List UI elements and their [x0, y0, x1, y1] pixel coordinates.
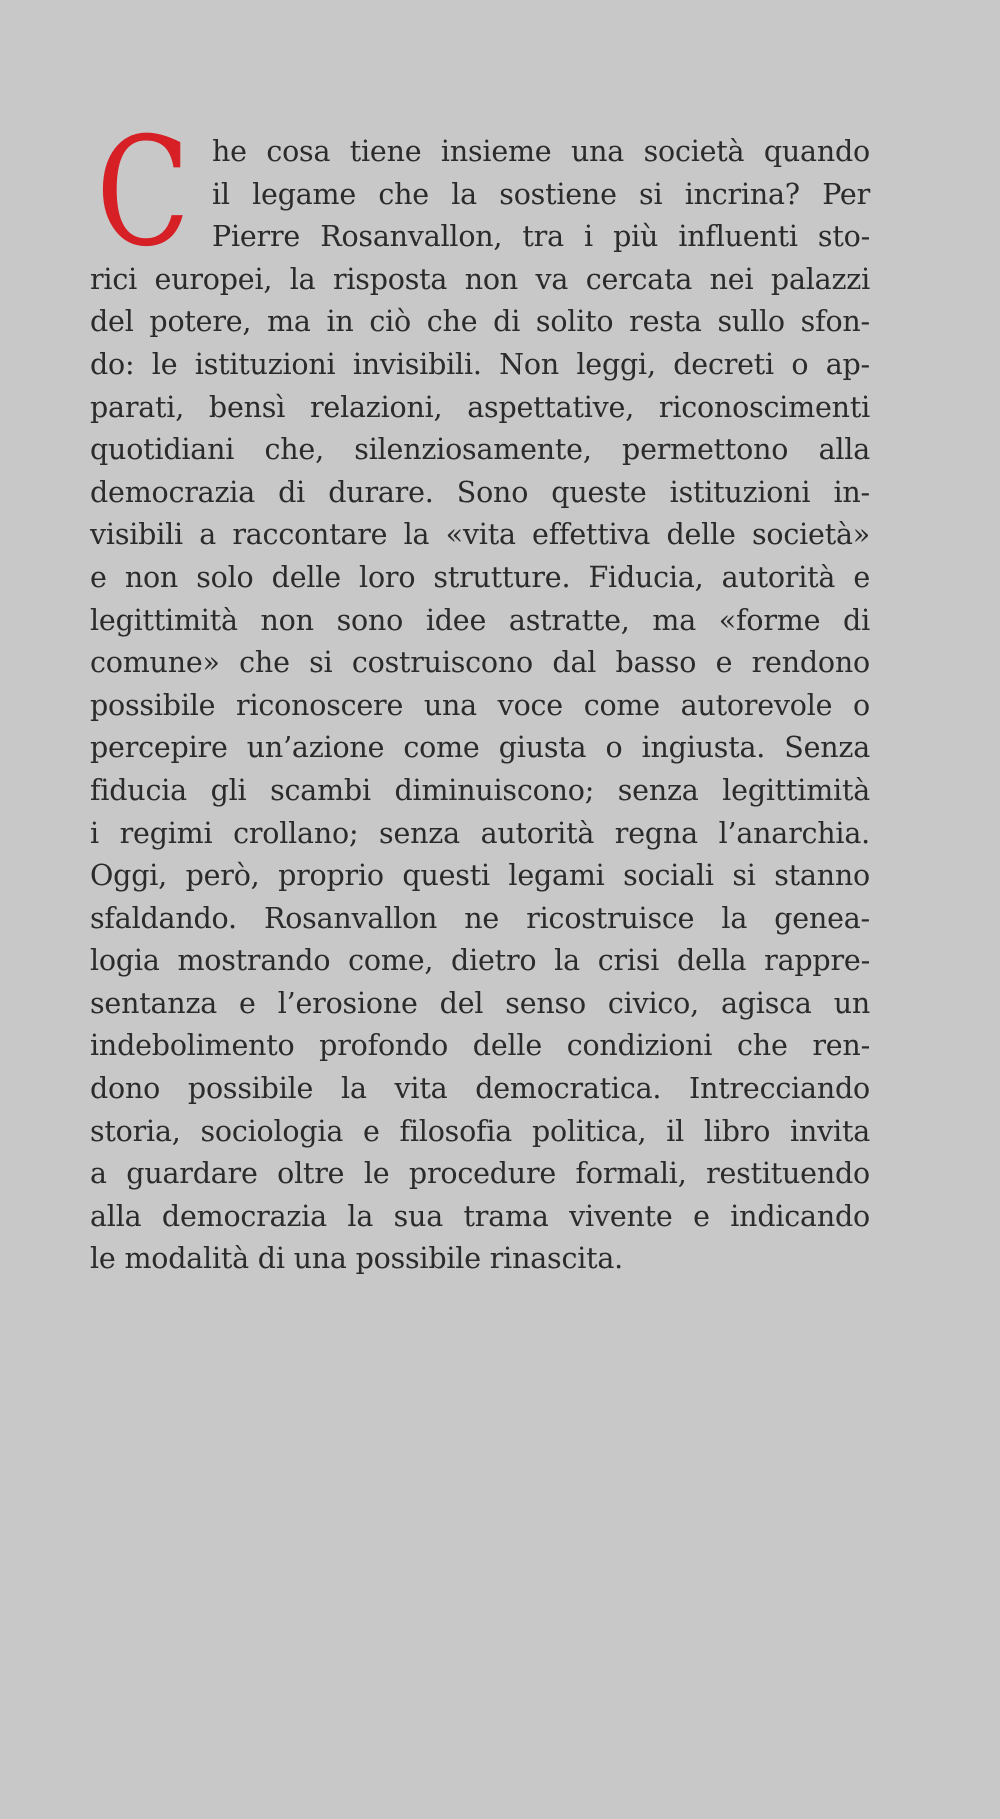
text-line: do: le istituzioni invisibili. Non leggi, decreti o ap- — [90, 347, 870, 381]
text-line: sentanza e l’erosione del senso civico, agisca un — [90, 986, 870, 1020]
text-line: democrazia di durare. Sono queste istituzioni in- — [90, 475, 870, 509]
text-line: legittimità non sono idee astratte, ma «forme di — [90, 603, 870, 637]
text-line: del potere, ma in ciò che di solito resta sullo sfon- — [90, 305, 870, 339]
text-line: storia, sociologia e filosofia politica, il libro invita — [90, 1114, 870, 1148]
text-line: il legame che la sostiene si incrina? Per — [212, 177, 870, 211]
text-line: sfaldando. Rosanvallon ne ricostruisce la genea- — [90, 901, 870, 935]
text-line: rici europei, la risposta non va cercata nei palazzi — [90, 262, 870, 296]
text-line: comune» che si costruiscono dal basso e rendono — [90, 646, 870, 680]
text-line: logia mostrando come, dietro la crisi della rappre- — [90, 944, 870, 978]
text-line: percepire un’azione come giusta o ingiusta. Senza — [90, 731, 870, 765]
text-line: i regimi crollano; senza autorità regna l’anarchia. — [90, 816, 870, 850]
text-line: possibile riconoscere una voce come autorevole o — [90, 688, 870, 722]
text-line: parati, bensì relazioni, aspettative, riconoscimenti — [90, 390, 870, 424]
text-line: e non solo delle loro strutture. Fiducia, autorità e — [90, 560, 870, 594]
text-line: dono possibile la vita democratica. Intrecciando — [90, 1072, 870, 1106]
text-line: indebolimento profondo delle condizioni che ren- — [90, 1029, 870, 1063]
text-line: alla democrazia la sua trama vivente e indicando — [90, 1199, 870, 1233]
text-line: quotidiani che, silenziosamente, permettono alla — [90, 433, 870, 467]
text-line: visibili a raccontare la «vita effettiva delle società» — [90, 518, 870, 552]
text-line: he cosa tiene insieme una società quando — [212, 135, 870, 168]
text-line: a guardare oltre le procedure formali, restituendo — [90, 1157, 870, 1191]
text-line-last: le modalità di una possibile rinascita. — [90, 1242, 624, 1276]
text-line: Oggi, però, proprio questi legami sociali si stanno — [90, 859, 870, 893]
drop-cap-letter: C — [96, 106, 191, 280]
text-line: Pierre Rosanvallon, tra i più influenti sto- — [212, 220, 870, 254]
text-line: fiducia gli scambi diminuiscono; senza legittimità — [90, 773, 870, 807]
blurb-paragraph — [90, 131, 870, 1281]
